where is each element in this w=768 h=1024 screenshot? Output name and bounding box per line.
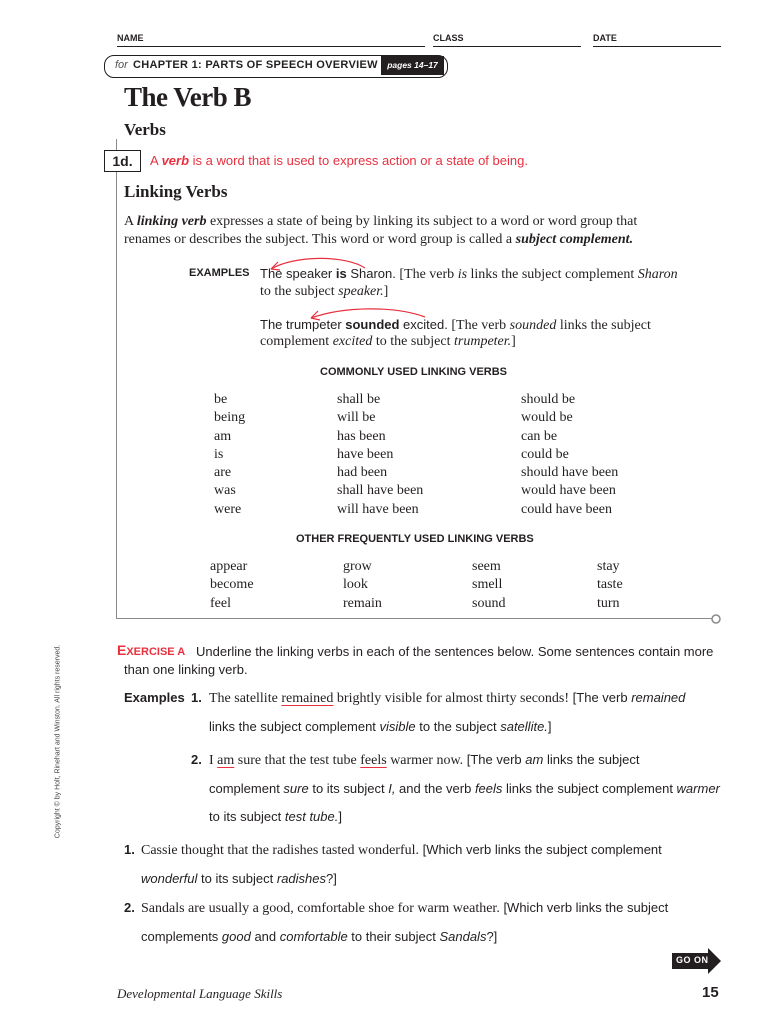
exercise-example-1-line1: The satellite remained brightly visible for almost thirty seconds! [The verb remained — [209, 690, 686, 706]
exercise-item-1-number: 1. — [124, 842, 135, 857]
exercise-item-2-number: 2. — [124, 900, 135, 915]
example-1-line1: The speaker is Sharon. [The verb is links the subject complement Sharon — [260, 266, 678, 282]
other-verbs-heading: OTHER FREQUENTLY USED LINKING VERBS — [296, 533, 534, 545]
examples-label: EXAMPLES — [189, 267, 250, 279]
exercise-example-2-number: 2. — [191, 752, 202, 767]
linking-intro-line2: renames or describes the subject. This word or word group is called a subject complement. — [124, 232, 634, 247]
common-verbs-col2: shall be will be has been have been had been shall have been will have been — [337, 392, 424, 517]
exercise-instructions-line1: Underline the linking verbs in each of the sentences below. Some sentences contain more — [196, 644, 714, 659]
exercise-label: EXERCISE A — [117, 642, 186, 658]
exercise-example-1-number: 1. — [191, 690, 202, 705]
box-left-rule — [116, 139, 117, 618]
underlined-verb: remained — [281, 691, 334, 706]
exercise-example-2-line2: complement sure to its subject I, and the verb feels links the subject complement warmer — [209, 781, 720, 796]
page-title: The Verb B — [124, 82, 252, 112]
common-verbs-heading: COMMONLY USED LINKING VERBS — [320, 366, 508, 378]
common-verbs-col3: should be would be can be could be should have been would have been could have been — [521, 392, 619, 517]
chapter-title: CHAPTER 1: PARTS OF SPEECH OVERVIEW — [133, 59, 378, 71]
common-verbs-col1: be being am is are was were — [214, 392, 246, 517]
underlined-verb: am — [217, 753, 235, 768]
other-verbs-col4: stay taste turn — [597, 559, 623, 611]
underlined-verb: feels — [360, 753, 387, 768]
exercise-item-2-line2: complements good and comfortable to their subject Sandals?] — [141, 929, 498, 944]
exercise-example-1-line2: links the subject complement visible to the subject satellite.] — [209, 719, 552, 734]
other-verbs-col2: grow look remain — [343, 559, 382, 611]
section-title-verbs: Verbs — [124, 120, 166, 139]
other-verbs-col3: seem smell sound — [472, 559, 506, 611]
rule-definition: A verb is a word that is used to express action or a state of being. — [150, 153, 528, 168]
exercise-item-1-line2: wonderful to its subject radishes?] — [141, 871, 337, 886]
example-2-line1: The trumpeter sounded excited. [The verb sounded links the subject — [260, 317, 651, 333]
exercise-instructions-line2: than one linking verb. — [124, 662, 248, 677]
examples-heading: Examples — [124, 690, 185, 705]
date-label: DATE — [593, 33, 617, 43]
rule-number: 1d. — [104, 150, 141, 172]
name-label: NAME — [117, 33, 144, 43]
exercise-item-2-line1[interactable]: Sandals are usually a good, comfortable shoe for warm weather. [Which verb links the subject — [141, 900, 669, 916]
page-number: 15 — [702, 984, 719, 1001]
box-bottom-rule — [116, 618, 715, 619]
class-line — [433, 46, 581, 47]
class-label: CLASS — [433, 33, 464, 43]
other-verbs-col1: appear become feel — [210, 559, 254, 611]
name-line — [117, 46, 425, 47]
exercise-example-2-line1: I am sure that the test tube feels warmer now. [The verb am links the subject — [209, 752, 640, 768]
linking-intro-line1: A linking verb expresses a state of being by linking its subject to a word or word group that — [124, 214, 638, 229]
banner-for: for — [115, 59, 128, 71]
example-2-line2: complement excited to the subject trumpeter.] — [260, 334, 516, 349]
pages-tag: pages 14–17 — [381, 56, 444, 75]
exercise-item-2-sentence: Sandals are usually a good, comfortable shoe for warm weather. — [141, 901, 500, 916]
date-line — [593, 46, 721, 47]
exercise-example-2-line3: to its subject test tube.] — [209, 809, 342, 824]
go-on-label: GO ON — [676, 955, 709, 965]
exercise-item-1-sentence: Cassie thought that the radishes tasted wonderful. — [141, 843, 419, 858]
section-title-linking: Linking Verbs — [124, 182, 228, 201]
rule-end-circle-icon — [710, 613, 722, 625]
example-1-line2: to the subject speaker.] — [260, 284, 389, 299]
copyright-notice: Copyright © by Holt, Rinehart and Winston. All rights reserved. — [54, 644, 62, 839]
exercise-item-1-line1[interactable]: Cassie thought that the radishes tasted wonderful. [Which verb links the subject complement — [141, 842, 662, 858]
footer-book-title: Developmental Language Skills — [117, 986, 283, 1001]
